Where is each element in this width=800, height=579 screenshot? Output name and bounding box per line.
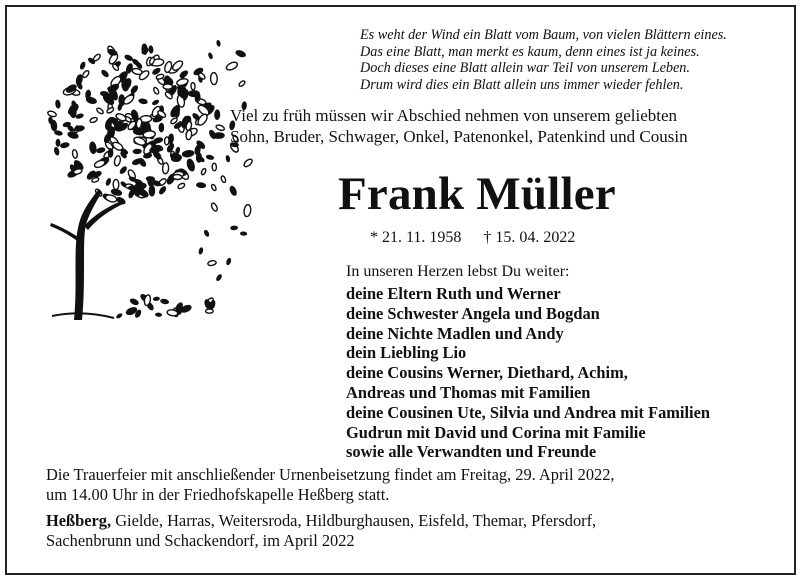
family-item: dein Liebling Lio [346, 343, 467, 363]
intro-text [230, 105, 755, 147]
poem-line: Doch dieses eine Blatt allein war Teil von unserem Leben. [360, 60, 690, 76]
death-date: † 15. 04. 2022 [483, 229, 576, 246]
family-item: deine Nichte Madlen und Andy [346, 323, 564, 343]
poem-line: Das eine Blatt, man merkt es kaum, denn eines ist ja keines. [360, 43, 700, 60]
tree-with-falling-leaves-icon [22, 30, 262, 330]
family-item: sowie alle Verwandten und Freunde [346, 442, 597, 462]
poem [360, 27, 780, 93]
poem-line: Drum wird dies ein Blatt allein uns immer wieder fehlen. [360, 76, 684, 93]
family-item: Gudrun mit David und Corina mit Familie [346, 422, 646, 442]
life-dates [370, 228, 690, 248]
deceased-name: Frank Müller [338, 168, 616, 220]
poem-line: Es weht der Wind ein Blatt vom Baum, von vielen Blättern eines. [360, 27, 727, 43]
town-name: Heßberg, [46, 511, 112, 530]
places-rest: Gielde, Harras, Weitersroda, Hildburghausen, Eisfeld, Themar, Pfersdorf, [111, 511, 597, 530]
places-line-2: Sachenbrunn und Schackendorf, im April 2022 [46, 530, 355, 550]
birth-date: * 21. 11. 1958 [370, 229, 462, 246]
intro-line: Viel zu früh müssen wir Abschied nehmen von unserem geliebten [230, 106, 678, 125]
family-item: deine Eltern Ruth und Werner [346, 284, 561, 303]
family-item: Andreas und Thomas mit Familien [346, 382, 591, 402]
funeral-notice [46, 465, 766, 504]
family-list [346, 284, 710, 462]
intro-line: Sohn, Bruder, Schwager, Onkel, Patenonkel, Patenkind und Cousin [230, 127, 688, 146]
heart-line: In unseren Herzen lebst Du weiter: [346, 263, 570, 280]
funeral-line: um 14.00 Uhr in der Friedhofskapelle Heßberg statt. [46, 484, 390, 504]
funeral-line: Die Trauerfeier mit anschließender Urnenbeisetzung findet am Freitag, 29. April 2022, [46, 465, 615, 484]
family-item: deine Cousins Werner, Diethard, Achim, [346, 363, 628, 383]
family-item: deine Cousinen Ute, Silvia und Andrea mit Familien [346, 402, 710, 422]
family-item: deine Schwester Angela und Bogdan [346, 303, 600, 323]
places-line [46, 511, 766, 550]
